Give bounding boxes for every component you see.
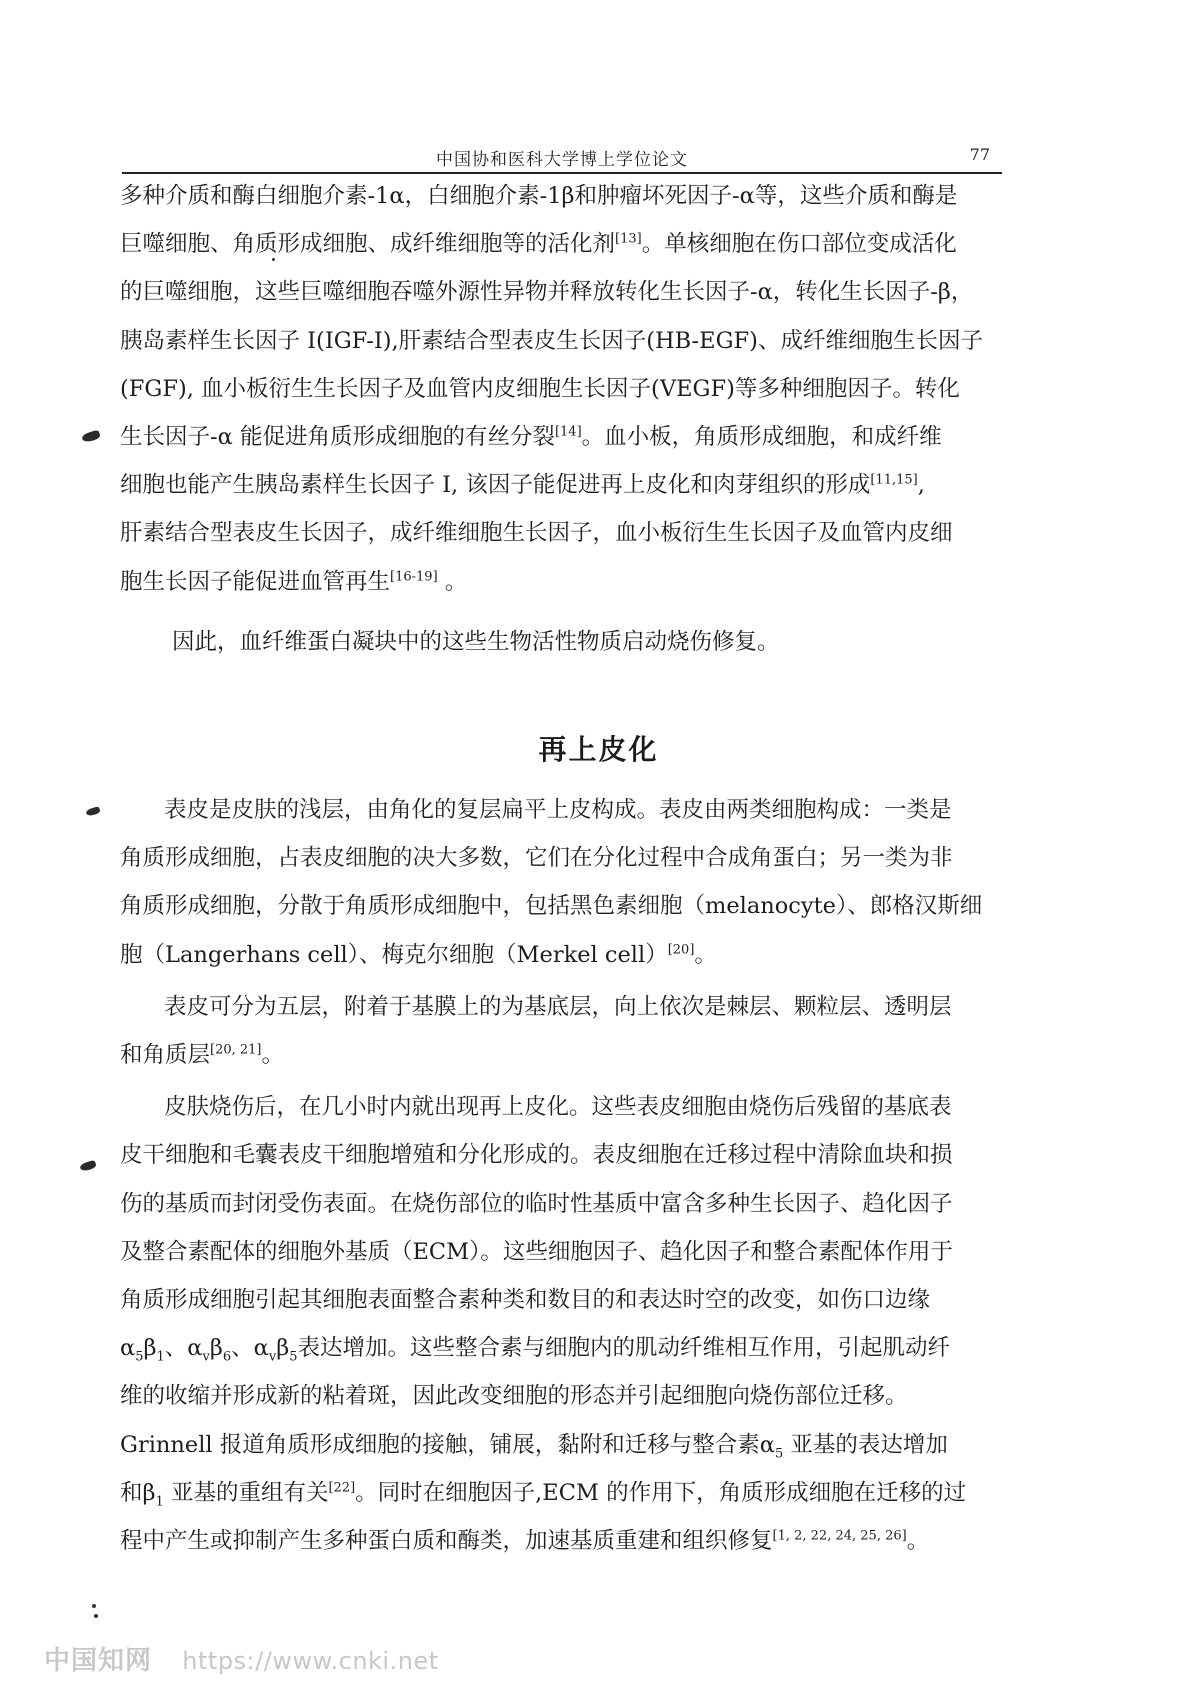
scan-mark-icon [85, 806, 100, 817]
text-line: 肝素结合型表皮生长因子，成纤维细胞生长因子，血小板衍生生长因子及血管内皮细 [120, 520, 953, 547]
conclusion-paragraph: 因此，血纤维蛋白凝块中的这些生物活性物质启动烧伤修复。 [172, 629, 780, 655]
text-line: 胞生长因子能促进血管再生[16-19] 。 [120, 568, 468, 595]
text-line: 程中产生或抑制产生多种蛋白质和酶类，加速基质重建和组织修复[1, 2, 22, 24, 25, 26]。 [120, 1528, 930, 1555]
citation: [1, 2, 22, 24, 25, 26] [772, 1528, 907, 1544]
text-line: 伤的基质而封闭受伤表面。在烧伤部位的临时性基质中富含多种生长因子、趋化因子 [120, 1190, 953, 1217]
text-line: 和$\beta_1$ 亚基的重组有关[22]。同时在细胞因子,ECM 的作用下，角质形成细胞在迁移的过 [120, 1479, 967, 1510]
text-line: 角质形成细胞引起其细胞表面整合素种类和数目的和表达时空的改变，如伤口边缘 [120, 1287, 931, 1314]
section-heading: 再上皮化 [538, 733, 659, 766]
text-line: 角质形成细胞，占表皮细胞的决大多数，它们在分化过程中合成角蛋白；另一类为非 [120, 845, 953, 872]
text-line: 胰岛素样生长因子 I(IGF-I),肝素结合型表皮生长因子(HB-EGF)、成纤维细胞生长因子 [120, 327, 983, 354]
text-line: Grinnell 报道角质形成细胞的接触，铺展，黏附和迁移与整合素$\alpha_5$ 亚基的表达增加 [120, 1431, 948, 1462]
scan-mark-icon [79, 1160, 97, 1173]
page-number: 77 [969, 145, 990, 164]
header-title: 中国协和医科大学博上学位论文 [436, 150, 688, 170]
text-line: 皮肤烧伤后，在几小时内就出现再上皮化。这些表皮细胞由烧伤后残留的基底表 [164, 1094, 952, 1121]
footer-watermark [44, 1640, 439, 1677]
citation: [22] [328, 1480, 356, 1496]
cnki-logo: 中国知网 [44, 1646, 153, 1676]
text-line: 的巨噬细胞，这些巨噬细胞吞噬外源性异物并释放转化生长因子-α，转化生长因子-β， [120, 279, 974, 306]
text-line: 和角质层[20, 21]。 [120, 1042, 285, 1069]
section-1-text [120, 172, 1035, 606]
page-header [122, 140, 1002, 174]
text-line: 胞（Langerhans cell）、梅克尔细胞（Merkel cell）[20]。 [120, 941, 717, 968]
cnki-url[interactable]: https://www.cnki.net [182, 1647, 439, 1675]
text-line: 表皮是皮肤的浅层，由角化的复层扁平上皮构成。表皮由两类细胞构成：一类是 [164, 797, 952, 823]
citation: [20] [667, 942, 695, 958]
scan-mark-icon [81, 429, 101, 443]
citation: [14] [554, 424, 582, 440]
scan-dot-icon [94, 1614, 98, 1618]
text-line: (FGF), 血小板衍生生长因子及血管内皮细胞生长因子(VEGF)等多种细胞因子。转化 [120, 375, 960, 402]
text-line: 多种介质和酶白细胞介素-1α，白细胞介素-1β和肿瘤坏死因子-α等，这些介质和酶是 [120, 183, 958, 209]
scan-dot-icon [92, 1604, 96, 1608]
text-line: 皮干细胞和毛囊表皮干细胞增殖和分化形成的。表皮细胞在迁移过程中清除血块和损 [120, 1142, 953, 1169]
citation: [13] [615, 231, 642, 247]
text-line: 角质形成细胞，分散于角质形成细胞中，包括黑色素细胞（melanocyte）、郎格汉斯细 [120, 893, 983, 920]
text-line: 细胞也能产生胰岛素样生长因子 I, 该因子能促进再上皮化和肉芽组织的形成[11,15], [120, 472, 925, 499]
text-line: 生长因子-α 能促进角质形成细胞的有丝分裂[14]。血小板，角质形成细胞，和成纤维 [120, 424, 942, 451]
text-line: $\alpha_5\beta_1$、$\alpha_v\beta_6$、$\alpha_v\beta_5$表达增加。这些整合素与细胞内的肌动纤维相互作用，引起肌动纤 [120, 1335, 951, 1365]
text-line: 巨噬细胞、角质形成细胞、成纤维细胞等的活化剂[13]。单核细胞在伤口部位变成活化 [120, 231, 957, 258]
citation: [11,15] [870, 472, 918, 488]
text-line: 表皮可分为五层，附着于基膜上的为基底层，向上依次是棘层、颗粒层、透明层 [164, 993, 952, 1020]
scan-dot-icon [272, 258, 275, 261]
text-line: 维的收缩并形成新的粘着斑，因此改变细胞的形态并引起细胞向烧伤部位迁移。 [120, 1383, 908, 1410]
section-2-text [120, 786, 1035, 1565]
citation: [20, 21] [210, 1042, 262, 1058]
text-line: 及整合素配体的细胞外基质（ECM）。这些细胞因子、趋化因子和整合素配体作用于 [120, 1238, 953, 1265]
citation: [16-19] [390, 569, 438, 585]
